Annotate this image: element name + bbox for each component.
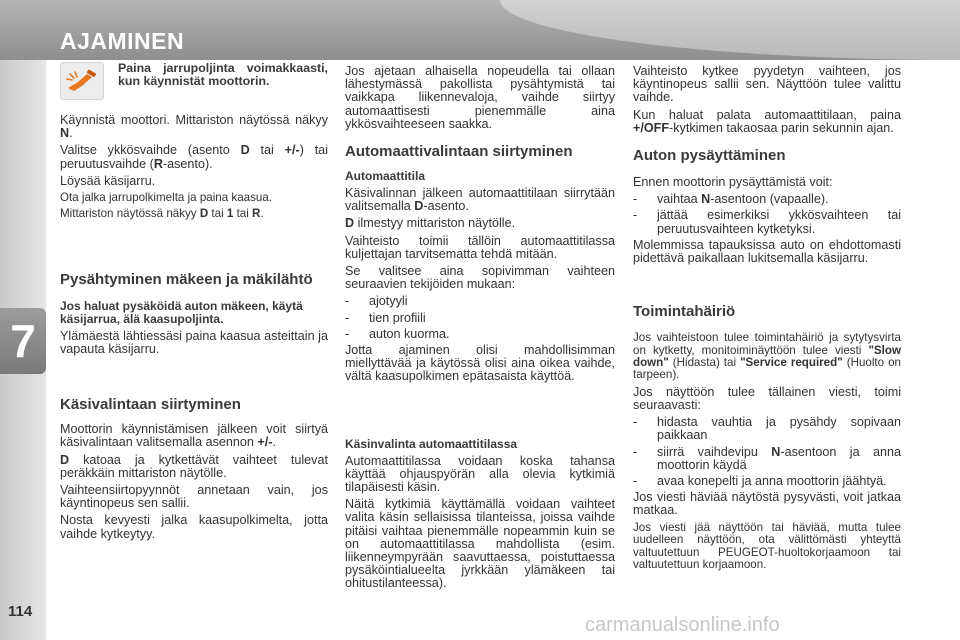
- list-item: - hidasta vauhtia ja pysähdy sopivaan paikkaan: [633, 415, 901, 443]
- paragraph: Jotta ajaminen olisi mahdollisimman miellyttävää ja käytössä olisi aina oikea vaihde, vältä kaasupolkimen epätasaista käyttöä.: [345, 343, 615, 384]
- paragraph: Vaihteisto toimii tällöin automaattitilassa kuljettajan tarvitsematta tehdä mitään.: [345, 233, 615, 261]
- paragraph: Ylämäestä lähtiessäsi paina kaasua asteittain ja vapauta käsijarru.: [60, 328, 328, 357]
- paragraph: D ilmestyy mittariston näytölle.: [345, 216, 516, 231]
- paragraph: Nosta kevyesti jalka kaasupolkimelta, jotta vaihde kytkeytyy.: [60, 513, 328, 541]
- paragraph: Moottorin käynnistämisen jälkeen voit siirtyä käsivalintaan valitsemalla asennon +/-.: [60, 422, 328, 450]
- paragraph: Jos viesti jää näyttöön tai häviää, mutta tulee uudelleen näyttöön, ota välittömästi yhteyttä valtuutettuun PEUGEOT-huoltokorjaamoon tai valtuutettuun korjaamoon.: [633, 520, 901, 571]
- list-item: - jättää esimerkiksi ykkösvaihteen tai peruutusvaihteen kytketyksi.: [633, 208, 901, 236]
- section-heading-fault: Toimintahäiriö: [633, 303, 736, 321]
- paragraph: Löysää käsijarru.: [60, 173, 156, 188]
- section-heading-stop: Auton pysäyttäminen: [633, 147, 786, 165]
- paragraph: Kun haluat palata automaattitilaan, paina +/OFF-kytkimen takaosaa parin sekunnin ajan.: [633, 107, 901, 135]
- subheading-auto-mode: Automaattitila: [345, 169, 426, 184]
- paragraph: Molemmissa tapauksissa auto on ehdottomasti pidettävä paikallaan lukitsemalla käsijarru.: [633, 237, 901, 266]
- list-item: - vaihtaa N-asentoon (vapaalle).: [633, 192, 829, 207]
- paragraph: Automaattitilassa voidaan koska tahansa käyttää ohjauspyörän alla olevia kytkimiä tilapäisesti käsin.: [345, 453, 615, 495]
- column-1: [60, 62, 328, 545]
- paragraph: Vaihteisto kytkee pyydetyn vaihteen, jos käyntinopeus sallii sen. Näyttöön tulee valittu vaihde.: [633, 64, 901, 105]
- hill-bold-note: Jos haluat pysäköidä auton mäkeen, käytä käsijarrua, älä kaasupoljinta.: [60, 298, 303, 326]
- paragraph: D katoaa ja kytkettävät vaihteet tulevat peräkkäin mittariston näytölle.: [60, 452, 328, 480]
- section-heading-auto: Automaattivalintaan siirtyminen: [345, 143, 573, 161]
- page-title: AJAMINEN: [60, 28, 185, 54]
- paragraph: Jos näyttöön tulee tällainen viesti, toimi seuraavasti:: [633, 384, 901, 413]
- paragraph: Valitse ykkösvaihde (asento D tai +/-) tai peruutusvaihde (R-asento).: [60, 143, 328, 171]
- paragraph: Se valitsee aina sopivimman vaihteen seuraavien tekijöiden mukaan:: [345, 264, 615, 292]
- paragraph: Jos viesti häviää näytöstä pysyvästi, voit jatkaa matkaa.: [633, 490, 901, 518]
- list-item: - avaa konepelti ja anna moottorin jäähtyä.: [633, 474, 887, 489]
- paragraph: Käynnistä moottori. Mittariston näytössä näkyy N.: [60, 113, 328, 141]
- column-2: [345, 62, 615, 595]
- paragraph: Vaihteensiirtopyynnöt annetaan vain, jos käyntinopeus sen sallii.: [60, 483, 328, 511]
- subheading-temporary-manual: Käsinvalinta automaattitilassa: [345, 436, 518, 451]
- section-heading-manual: Käsivalintaan siirtyminen: [60, 396, 241, 414]
- paragraph: Mittariston näytössä näkyy D tai 1 tai R.: [60, 207, 264, 221]
- warning-text: Paina jarrupoljinta voimakkaasti, kun käynnistät moottorin.: [118, 61, 328, 89]
- paragraph: Jos ajetaan alhaisella nopeudella tai ollaan lähestymässä pakollista pysähtymistä tai vaikkapa liikennevaloja, vaihde siirtyy automaattisesti pienemmälle aina ykkösvaihteeseen saakka.: [345, 64, 615, 131]
- chapter-tab: 7: [0, 308, 46, 374]
- list-item: - siirrä vaihdevipu N-asentoon ja anna moottorin käydä: [633, 444, 901, 472]
- paragraph: Ota jalka jarrupolkimelta ja paina kaasua.: [60, 191, 273, 205]
- pedal-foot-icon: [60, 62, 104, 100]
- watermark: carmanualsonline.info: [585, 614, 780, 636]
- paragraph: Ennen moottorin pysäyttämistä voit:: [633, 175, 833, 190]
- paragraph: Jos vaihteistoon tulee toimintahäiriö ja sytytysvirta on kytketty, monitoiminäyttöön tulee viesti "Slow down" (Hidasta) tai "Service required" (Huolto on tarpeen).: [633, 331, 901, 382]
- paragraph: Käsivalinnan jälkeen automaattitilaan siirrytään valitsemalla D-asento.: [345, 186, 615, 214]
- paragraph: Näitä kytkimiä käyttämällä voidaan vaihteet valita käsin sellaisissa tilanteissa, joissa vaihde pitäisi vaihtaa pienemmälle nopeammin kuin se on automaattitilassa mahdollista (esim. liikenneympyrään saavuttaessa, poistuttaessa pysäköintialueelta jyrkkään ylämäkeen tai ohitustilanteessa).: [345, 497, 615, 591]
- list-item: - ajotyyli: [345, 294, 408, 309]
- page-number: 114: [8, 603, 33, 620]
- section-heading-hill: Pysähtyminen mäkeen ja mäkilähtö: [60, 270, 313, 288]
- warning-box: [60, 62, 328, 100]
- column-3: [633, 62, 901, 575]
- list-item: - tien profiili: [345, 310, 426, 325]
- list-item: - auton kuorma.: [345, 326, 450, 341]
